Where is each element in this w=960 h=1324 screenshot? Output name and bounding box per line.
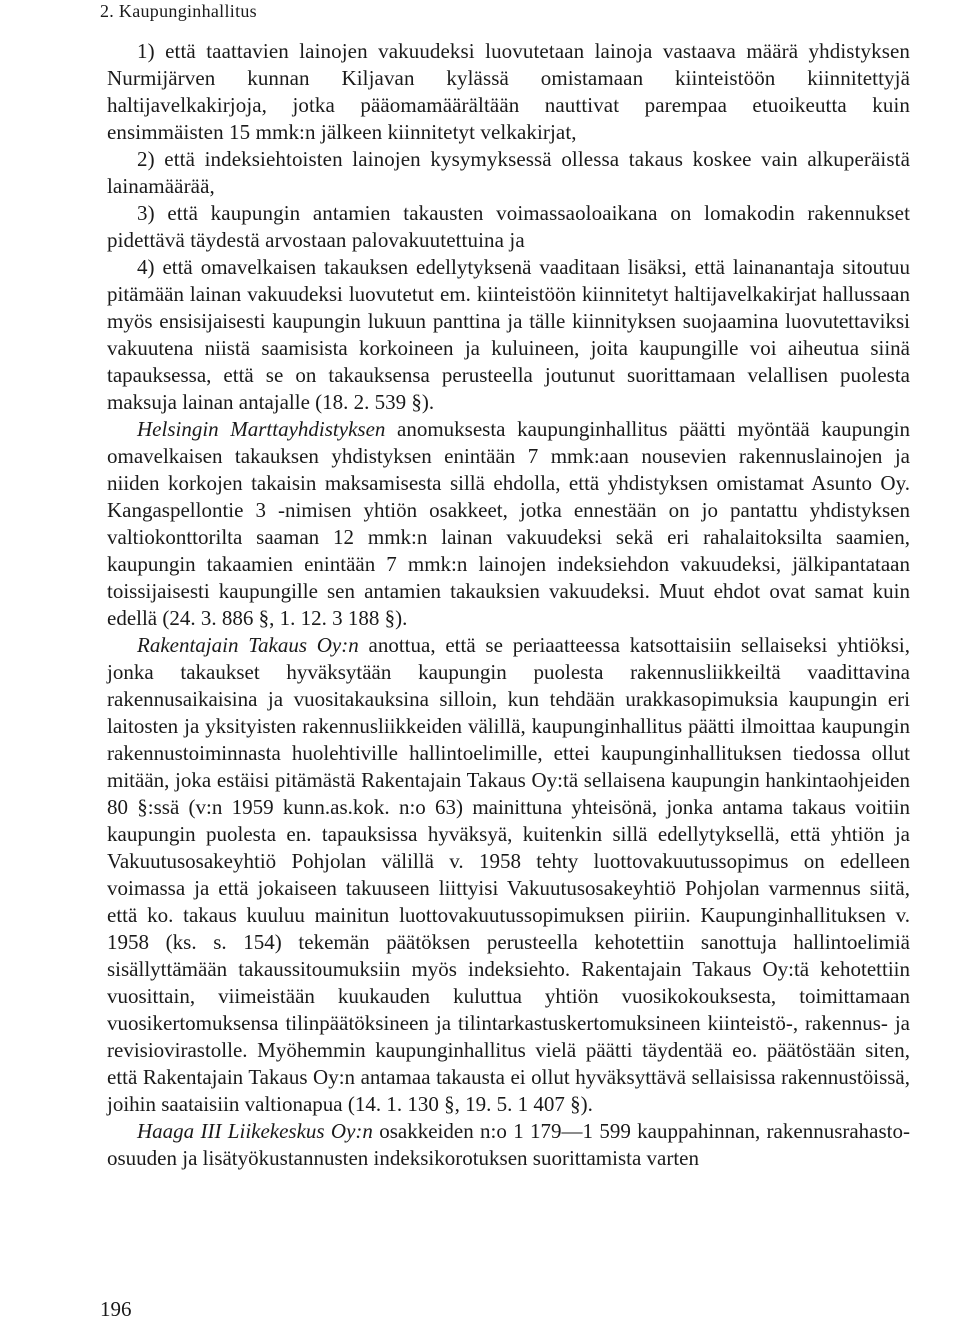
paragraph-marttayhdistys <box>107 416 910 632</box>
paragraph-lead: Rakentajain Takaus Oy:n <box>137 633 359 657</box>
paragraph-text: anottua, että se periaatteessa katsottaisiin sellaiseksi yhtiöksi, jonka takaukset hyväksytään kaupungin puolesta rakennusliikkeiltä vaadittavina rakennusaikaisina ja vuositakauksina silloin, kun tehdään urakkasopimuksia kaupungin eri laitosten ja yksityisten rakennusliikkeiden välillä, kaupunginhallitus päätti ilmoittaa kaupungin rakennustoiminnasta huolehtiville hallintoelimille, ettei kaupunginhallituksen tiedossa ollut mitään, joka estäisi pitämästä Rakentajain Takaus Oy:tä sellaisena kaupungin hankintaohjeiden 80 §:ssä (v:n 1959 kunn.as.kok. n:o 63) mainittuna yhteisönä, jonka antama takaus voitiin kaupungin puolesta en. tapauksissa hyväksyä, kuitenkin sillä edellytyksellä, että yhtiön ja Vakuutusosakeyhtiö Pohjolan välillä v. 1958 tehty luottovakuutussopimus on edelleen voimassa ja että jokaiseen takuuseen liittyisi Vakuutusosakeyhtiö Pohjolan varmennus siitä, että ko. takaus kuuluu mainitun luottovakuutussopimuksen piiriin. Kaupunginhallituksen v. 1958 (ks. s. 154) tekemän päätöksen perusteella kehotettiin sanottuja hallintoelimiä sisällyttämään takaussitoumuksiin myös indeksiehto. Rakentajain Takaus Oy:tä kehotettiin vuosittain, viimeistään kuukauden kuluttua yhtiön vuosikokouksesta, toimittamaan vuosikertomuksensa tilinpäätöksineen ja tilintarkastuskertomuksineen kiinteistö-, rakennus- ja revisiovirastolle. Myöhemmin kaupunginhallitus vielä päätti täydentää eo. päätöstään siten, että Rakentajain Takaus Oy:n antamaa takausta ei ollut hyväksyttävä sellaisissa rakennustöissä, joihin saataisiin valtionapua (14. 1. 130 §, 19. 5. 1 407 §). <box>107 633 911 1116</box>
body-text <box>107 38 910 1172</box>
paragraph-text: 3) että kaupungin antamien takausten voimassaoloaikana on lomakodin rakennukset pidettävä täydestä arvostaan palovakuutettuina ja <box>107 201 910 252</box>
running-head: 2. Kaupunginhallitus <box>100 1 257 21</box>
paragraph-haaga-liikekeskus <box>107 1118 910 1172</box>
paragraph-text: 2) että indeksiehtoisten lainojen kysymyksessä ollessa takaus koskee vain alkuperäistä lainamäärää, <box>107 147 910 198</box>
paragraph-text: osakkeiden n:o 1 179—1 599 kauppahinnan, rakennusrahasto-osuuden ja lisätyökustannusten indeksikorotuksen suorittamista varten <box>107 1119 910 1170</box>
paragraph-text: 1) että taattavien lainojen vakuudeksi luovutetaan lainoja vastaava määrä yhdistyksen Nurmijärven kunnan Kiljavan kylässä omistamaan kiinteistöön kiinnitettyjä haltijavelkakirjoja, jotka pääomamäärältään nauttivat parempaa etuoikeutta kuin ensimmäisten 15 mmk:n jälkeen kiinnitetyt velkakirjat, <box>107 39 910 144</box>
paragraph-clause-4 <box>107 254 910 416</box>
paragraph-lead: Helsingin Marttayhdistyksen <box>137 417 386 441</box>
paragraph-lead: Haaga III Liikekeskus Oy:n <box>137 1119 373 1143</box>
paragraph-clause-3 <box>107 200 910 254</box>
paragraph-clause-1 <box>107 38 910 146</box>
paragraph-text: 4) että omavelkaisen takauksen edellytyksenä vaaditaan lisäksi, että lainanantaja sitoutuu pitämään lainan vakuudeksi luovutetut em. kiinteistöön kiinnitetyt haltijavelkakirjat hallussaan myös ensisijaisesti kaupungin lukuun panttina ja tälle kiinnityksen suojaamina luovutettaviksi vakuutena niistä saamisista korkoineen ja kuluineen, joita kaupungille voi aiheutua siinä tapauksessa, että se on takauksensa perusteella joutunut suorittamaan velallisen puolesta maksuja lainan antajalle (18. 2. 539 §). <box>107 255 910 414</box>
paragraph-text: anomuksesta kaupunginhallitus päätti myöntää kaupungin omavelkaisen takauksen yhdistyksen enintään 7 mmk:aan nousevien rakennuslainojen ja niiden korkojen takaisin maksamisesta sillä ehdolla, että yhdistyksen omistamat Asunto Oy. Kangaspellontie 3 -nimisen yhtiön osakkeet, jotka ennestään on jo pantattu yhdistyksen valtiokonttorilta saaman 12 mmk:n lainan vakuudeksi sekä eri rahalaitoksilta saamien, kaupungin takaamien enintään 7 mmk:n lainojen indeksiehdon vakuudeksi, jälkipantataan toissijaisesti kaupungille sen antamien takauksien vakuudeksi. Muut ehdot ovat samat kuin edellä (24. 3. 886 §, 1. 12. 3 188 §). <box>107 417 911 630</box>
paragraph-clause-2 <box>107 146 910 200</box>
paragraph-rakentajain-takaus <box>107 632 910 1118</box>
page-number: 196 <box>100 1297 132 1321</box>
